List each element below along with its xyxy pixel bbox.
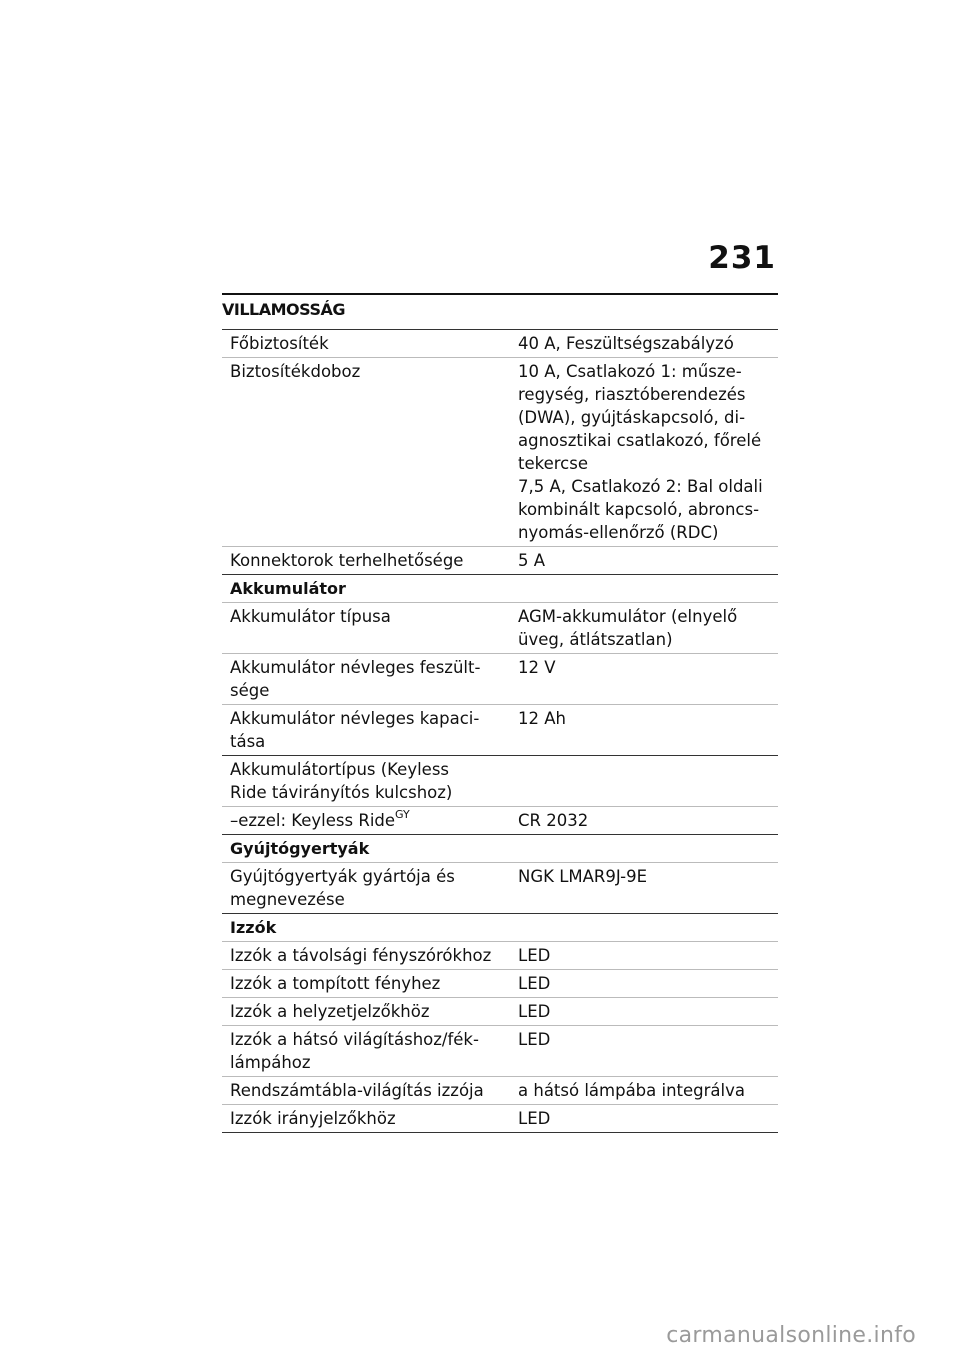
row-label-keyless-ride xyxy=(222,807,510,835)
table-row xyxy=(222,330,778,358)
spec-table xyxy=(222,329,778,1133)
group-heading-bulbs: Izzók xyxy=(222,914,778,942)
table-row xyxy=(222,654,778,705)
row-label-turn-signal: Izzók irányjelzőkhöz xyxy=(222,1105,510,1133)
footer-watermark: carmanualsonline.info xyxy=(666,1323,916,1348)
table-row xyxy=(222,1026,778,1077)
row-value-keyless-ride: CR 2032 xyxy=(510,807,778,835)
table-row xyxy=(222,942,778,970)
fuse-box-value-part-1: 10 A, Csatlakozó 1: műsze- regység, riasztóberendezés (DWA), gyújtáskapcsoló, di- agnosztikai csatlakozó, főrelé tekercse xyxy=(518,362,762,473)
group-heading-battery: Akkumulátor xyxy=(222,575,778,603)
row-label-low-beam: Izzók a tompított fényhez xyxy=(222,970,510,998)
row-label-position-light: Izzók a helyzetjelzőkhöz xyxy=(222,998,510,1026)
row-value-rear-light: LED xyxy=(510,1026,778,1077)
row-label-spark-plug-maker: Gyújtógyertyák gyártója és megnevezése xyxy=(222,863,510,914)
row-label-high-beam: Izzók a távolsági fényszórókhoz xyxy=(222,942,510,970)
keyless-ride-label-text: –ezzel: Keyless Ride xyxy=(230,811,396,830)
row-label-plate-light: Rendszámtábla-világítás izzója xyxy=(222,1077,510,1105)
row-label-fuse-box: Biztosítékdoboz xyxy=(222,358,510,547)
group-heading-row xyxy=(222,575,778,603)
table-row xyxy=(222,863,778,914)
table-row xyxy=(222,547,778,575)
table-row xyxy=(222,1077,778,1105)
row-value-position-light: LED xyxy=(510,998,778,1026)
group-heading-spark-plugs: Gyújtógyertyák xyxy=(222,835,778,863)
row-value-spark-plug-maker: NGK LMAR9J-9E xyxy=(510,863,778,914)
page-number: 231 xyxy=(708,240,776,276)
row-value-key-battery-type xyxy=(510,756,778,807)
table-row xyxy=(222,756,778,807)
row-label-key-battery-type: Akkumulátortípus (Keyless Ride távirányítós kulcshoz) xyxy=(222,756,510,807)
section-title: VILLAMOSSÁG xyxy=(222,300,345,319)
table-row xyxy=(222,705,778,756)
table-row xyxy=(222,970,778,998)
table-row xyxy=(222,998,778,1026)
row-value-socket-load: 5 A xyxy=(510,547,778,575)
table-row xyxy=(222,1105,778,1133)
row-value-low-beam: LED xyxy=(510,970,778,998)
header-rule xyxy=(222,293,778,295)
row-label-battery-voltage: Akkumulátor névleges feszült- sége xyxy=(222,654,510,705)
row-value-battery-capacity: 12 Ah xyxy=(510,705,778,756)
group-heading-row xyxy=(222,835,778,863)
table-row xyxy=(222,358,778,547)
row-label-battery-type: Akkumulátor típusa xyxy=(222,603,510,654)
row-value-high-beam: LED xyxy=(510,942,778,970)
keyless-ride-superscript: GY xyxy=(395,808,410,821)
row-value-plate-light: a hátsó lámpába integrálva xyxy=(510,1077,778,1105)
fuse-box-value-part-2: 7,5 A, Csatlakozó 2: Bal oldali kombinált kapcsoló, abroncs- nyomás-ellenőrző (RDC) xyxy=(518,477,763,542)
group-heading-row xyxy=(222,914,778,942)
table-row xyxy=(222,603,778,654)
row-value-fuse-box xyxy=(510,358,778,547)
row-label-main-fuse: Főbiztosíték xyxy=(222,330,510,358)
row-value-battery-type: AGM-akkumulátor (elnyelő üveg, átlátszatlan) xyxy=(510,603,778,654)
row-label-battery-capacity: Akkumulátor névleges kapaci- tása xyxy=(222,705,510,756)
row-value-turn-signal: LED xyxy=(510,1105,778,1133)
row-label-rear-light: Izzók a hátsó világításhoz/fék- lámpához xyxy=(222,1026,510,1077)
row-value-battery-voltage: 12 V xyxy=(510,654,778,705)
table-row xyxy=(222,807,778,835)
row-value-main-fuse: 40 A, Feszültségszabályzó xyxy=(510,330,778,358)
row-label-socket-load: Konnektorok terhelhetősége xyxy=(222,547,510,575)
